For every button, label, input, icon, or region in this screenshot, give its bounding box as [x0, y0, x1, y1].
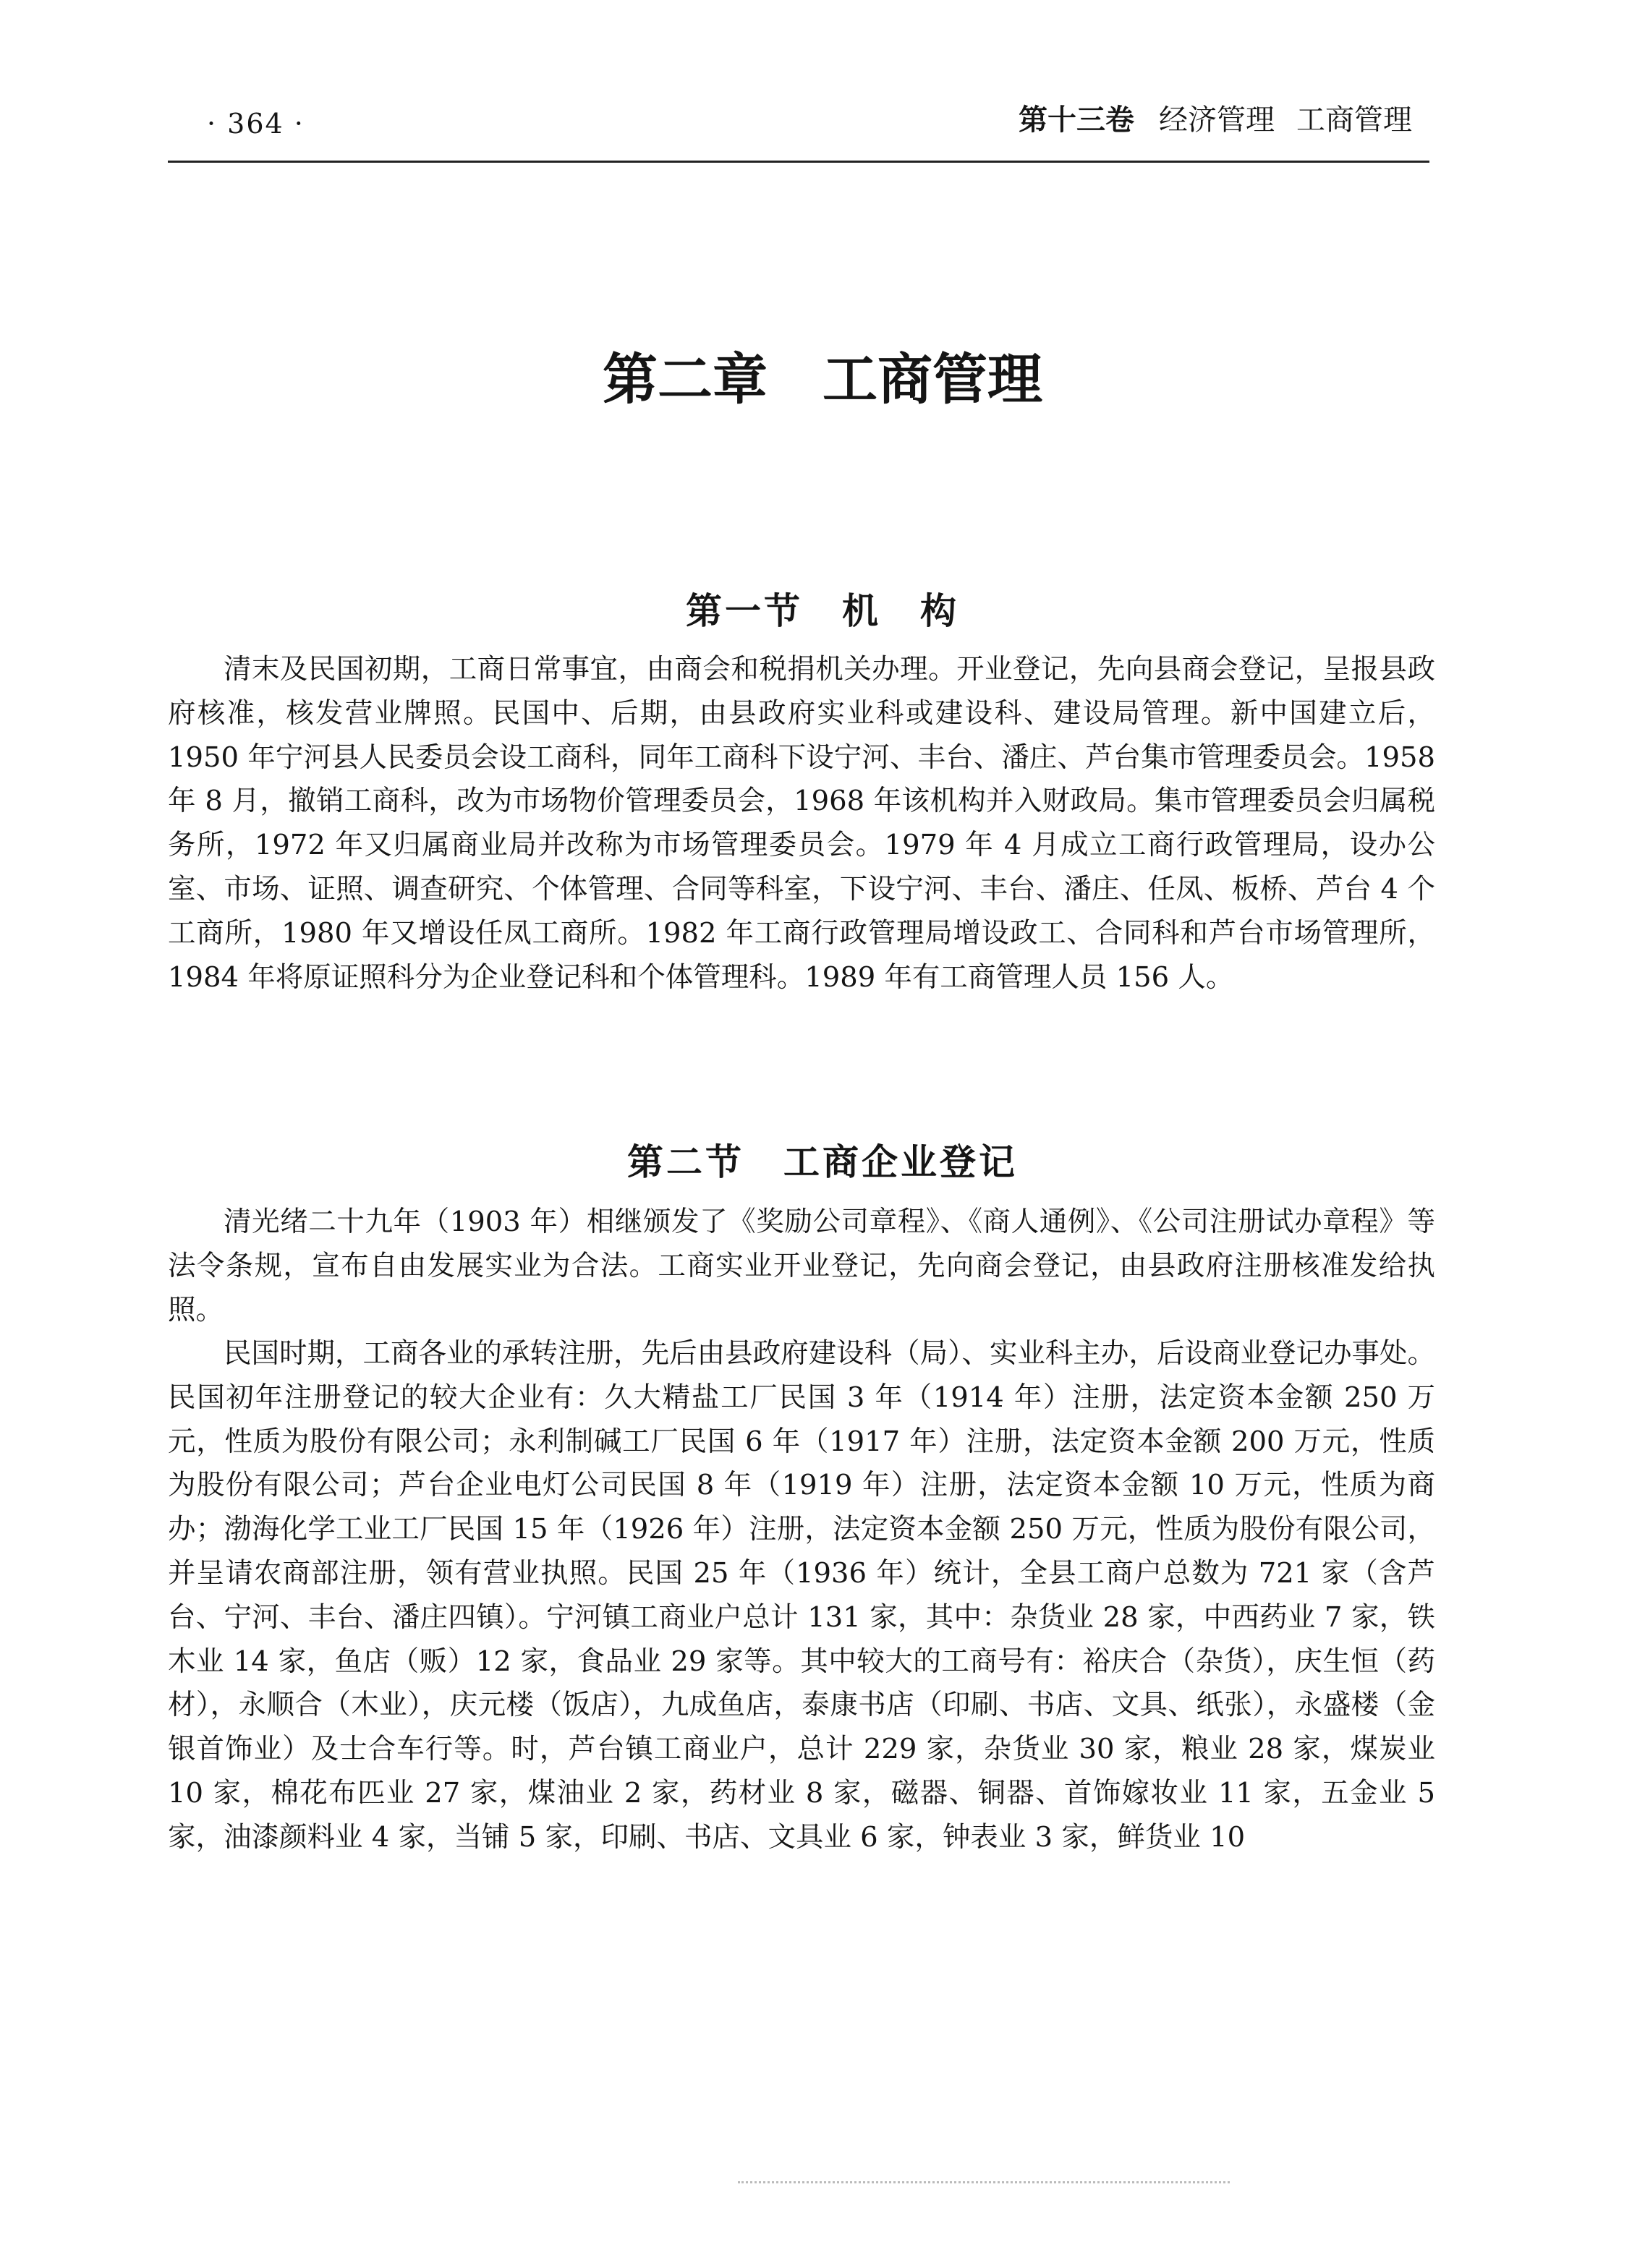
- scan-artifact: [738, 2181, 1230, 2183]
- paragraph-qing-regulations: 清光绪二十九年（1903 年）相继颁发了《奖励公司章程》、《商人通例》、《公司注册试办章程》等法令条规，宣布自由发展实业为合法。工商实业开业登记，先向商会登记，由县政府注册核准发给执照。: [168, 1206, 1435, 1326]
- page-number: · 364 ·: [207, 108, 305, 140]
- section-label: 经济管理: [1159, 103, 1275, 137]
- chapter-title: 第二章 工商管理: [603, 346, 1042, 412]
- paragraph-republic-era: 民国时期，工商各业的承转注册，先后由县政府建设科（局）、实业科主办，后设商业登记办事处。民国初年注册登记的较大企业有：久大精盐工厂民国 3 年（1914 年）注册，法定资本金额 250 万元，性质为股份有限公司；永利制碱工厂民国 6 年（1917 年）注册，法定资本金额 200 万元，性质为股份有限公司；芦台企业电灯公司民国 8 年（1919 年）注册，法定资本金额 10 万元，性质为商办；渤海化学工业工厂民国 15 年（1926 年）注册，法定资本金额 250 万元，性质为股份有限公司，并呈请农商部注册，领有营业执照。民国 25 年（1936 年）统计，全县工商户总数为 721 家（含芦台、宁河、丰台、潘庄四镇）。宁河镇工商业户总计 131 家，其中：杂货业 28 家，中西药业 7 家，铁木业 14 家，鱼店（贩）12 家，食品业 29 家等。其中较大的工商号有：裕庆合（杂货），庆生恒（药材），永顺合（木业），庆元楼（饭店），九成鱼店，泰康书店（印刷、书店、文具、纸张），永盛楼（金银首饰业）及士合车行等。时，芦台镇工商业户，总计 229 家，杂货业 30 家，粮业 28 家，煤炭业 10 家，棉花布匹业 27 家，煤油业 2 家，药材业 8 家，磁器、铜器、首饰嫁妆业 11 家，五金业 5 家，油漆颜料业 4 家，当铺 5 家，印刷、书店、文具业 6 家，钟表业 3 家，鲜货业 10: [168, 1337, 1435, 1854]
- section-title-institutions: 第一节 机 构: [686, 589, 959, 632]
- subsection-label: 工商管理: [1296, 103, 1412, 137]
- running-header: [1019, 103, 1412, 137]
- section-title-enterprise-registration: 第二节 工商企业登记: [627, 1140, 1018, 1183]
- header-rule: [168, 161, 1429, 163]
- volume-label: 第十三卷: [1019, 103, 1134, 137]
- paragraph-institutions: 清末及民国初期，工商日常事宜，由商会和税捐机关办理。开业登记，先向县商会登记，呈报县政府核准，核发营业牌照。民国中、后期，由县政府实业科或建设科、建设局管理。新中国建立后，1950 年宁河县人民委员会设工商科，同年工商科下设宁河、丰台、潘庄、芦台集市管理委员会。1958 年 8 月，撤销工商科，改为市场物价管理委员会，1968 年该机构并入财政局。集市管理委员会归属税务所，1972 年又归属商业局并改称为市场管理委员会。1979 年 4 月成立工商行政管理局，设办公室、市场、证照、调查研究、个体管理、合同等科室，下设宁河、丰台、潘庄、任凤、板桥、芦台 4 个工商所，1980 年又增设任凤工商所。1982 年工商行政管理局增设政工、合同科和芦台市场管理所，1984 年将原证照科分为企业登记科和个体管理科。1989 年有工商管理人员 156 人。: [168, 653, 1435, 994]
